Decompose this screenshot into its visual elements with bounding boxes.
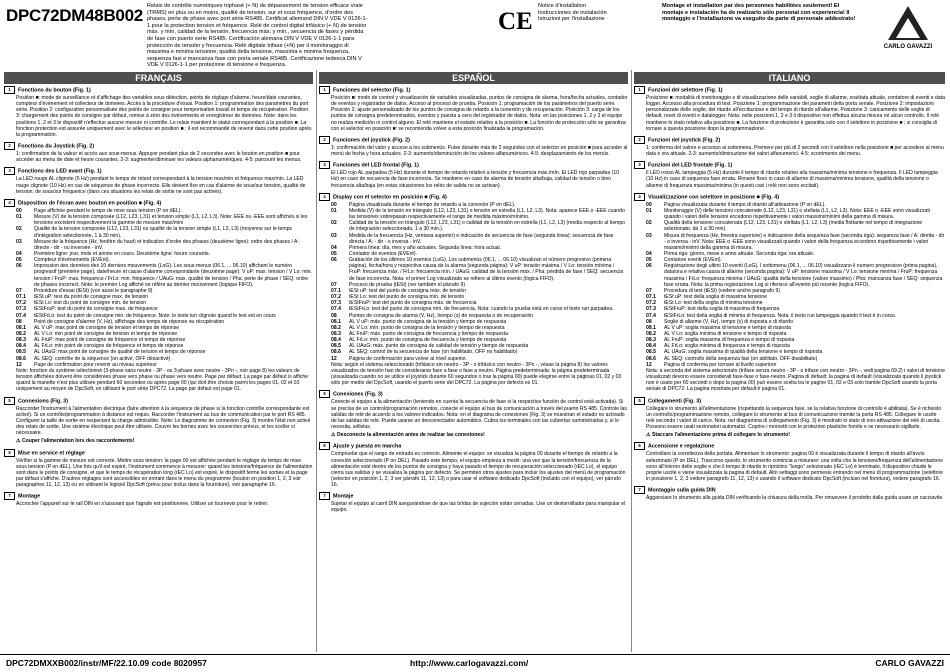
page-description: Compteur d'événements (EVEnt). [34, 257, 110, 264]
page-code: 07.3 [16, 306, 26, 313]
section-title: Fonctions des LED avant (Fig. 1) [18, 168, 102, 175]
display-page-row [646, 233, 945, 251]
page-description: AL SEQ: contrôle de la séquence (on activé, OFF désactivé) [34, 355, 171, 362]
page-description: Monitoraggio (V) delle tensioni concatenate (L12, L23, L31) o stellata (L1, L2, L3). Nota: EEE o -EEE sono visualizzati quando i valori delle tensioni eccedono rispettivamente i valori massimi/minimi della gamma di misura. [664, 207, 930, 221]
section-number: 5 [634, 397, 645, 405]
page-description: AL SEQ: control de la secuencia de fase (on habilitado, OFF no habilitado) [349, 349, 518, 356]
page-code: 07.2 [331, 294, 341, 301]
page-description: tEStFruP: test del punto de consigna máx. de frecuencia [349, 300, 477, 307]
section-number: 2 [634, 136, 645, 144]
section-text: Accrocher l'appareil sur le rail DIN en s'assurant que l'agrafe est positionnée. Utiliser un tournevis pour le retirer. [16, 501, 269, 508]
section-title: Fonctions du Joystick (Fig. 2) [18, 143, 95, 150]
section-7 [319, 492, 628, 513]
page-description: AL V Lo: mín. punto de consigna de la tensión y tiempo de respuesta [349, 324, 505, 331]
page-description: Procédure d'essai (tESt) (voir aussi le paragraphe 9) [34, 287, 153, 294]
page-code: 08.2 [331, 324, 341, 331]
section-heading [4, 397, 313, 405]
section-heading [319, 86, 628, 94]
document-header [0, 0, 950, 69]
section-title: Funciones del LED frontal (Fig. 1) [333, 162, 419, 169]
ce-mark: CE [498, 8, 533, 35]
page-description: tESt uP: test del punto de consigna máx. de tensión [349, 287, 466, 294]
section-title: Fonctions du bouton (Fig. 1) [18, 87, 91, 94]
section-number: 7 [319, 492, 330, 500]
page-description: AL UAuG: soglia massima di qualità della tensione e tempo di risposta [664, 349, 823, 356]
display-page-row [331, 356, 628, 362]
section-5 [634, 397, 945, 439]
section-heading [634, 136, 945, 144]
section-number: 1 [4, 86, 15, 94]
page-code: 12 [331, 355, 337, 362]
column-spanish [319, 86, 628, 652]
section-text: Conecte el equipo a la alimentación (teniendo en cuenta la secuencia de fase si la respectiva función de control está activada). Si se precisa de un control/programación remotos, conecte el equipo al bus de comunicación a través del puerto RS 485. Controle las salidas de relé de acuerdo a los valores indicados. Nota: en el diagrama de conexiones (Fig. 3) se muestran el estado no activado de las salidas de relé. Puede usarse un desconectador automático. Cubra los terminales con las cubiertas suministradas y, si lo necesita, séllelas. [331, 399, 627, 431]
display-page-row [646, 208, 945, 220]
section-text: Posición ■: modo de control y visualización de variables visualizadas, puntos de consigna de alarma, hora/fecha actuales, contador de eventos y registrador de datos. Acceso al proceso de prueba. Posición 1: programación de los parámetros del puerto serie. Posición 2: ajuste personalizado de los puntos de consigna de retardo a la conexión y de recuperación. Posición 3: carga de los puntos de consigna predeterminados, eventos y puesta a cero del registrador de datos. Nota: en las posiciones 1, 2 y 3 el equipo no realiza medición ni control alguno. El relé mantiene el estado relativo a la posición ■. La función de protección sólo se garantiza con el selector en posición ■: se recomienda volver a esta posición finalizada la programación. [331, 95, 628, 132]
page-description: Qualità della tensione concatenata (L12, L23, L31) o stellata (L1, L2, L3) (media flottante nel tempo di integrazione selezionato, da 1 a 30 min). [664, 220, 923, 233]
page-code: 03 [646, 232, 652, 239]
page-description: Registrazione degli ultimi 10 eventi (LoG). I sottomenu (06.1, ... 06.10) visualizzano il numero progressivo (prima pagina), data/ora e relativa causa di allarme (seconda pagina): V uP: tensione massima / V Lo: tensione minima / FruP: frequenza massima / FrLo: frequenza minima / UAuG: qualità della tensione (valore massimo) / Pha: mancanza fase / SEQ: sequenza fase errata. Nota: la prima registrazione Log si riferisce all'evento più recente (logica FIFO). [664, 263, 943, 288]
section-number: 4 [4, 199, 15, 207]
section-title: Conexiones (Fig. 3) [333, 391, 383, 398]
section-5 [4, 397, 313, 445]
section-number: 3 [634, 161, 645, 169]
page-code: 08 [646, 318, 652, 325]
section-6 [634, 442, 945, 482]
section-text: Controllare la correttezza della portata. Alimentare lo strumento: pagina 00 è visualizzata durante il tempo di ritardo all'avvio selezionato (P on DEL). Trascorso questo, lo strumento comincia a misurare: una volta che la tensione/frequenza dell'alimentazione sono all'interno delle soglie e che il tempo di ritardo in ripristino "lungo" selezionato (rEC Lo) è terminato, il dispositivo chiude le proprie uscite e viene visualizzata la pagina di default. Altri settaggi sono permessi entrando nel menu di programmazione (selettore in posizione 1, 2, 3 vedere paragrafo 11, 12, 13) o usando il software dedicato DpcSoft (incluso nel fornitura), vedere paragrafo 16. [646, 451, 944, 482]
section-title: Funciones del joystick (Fig. 2) [333, 137, 410, 144]
page-code: 03 [16, 238, 22, 245]
page-code: 07.4 [331, 306, 341, 313]
section-text: Agganciare lo strumento alla guida DIN verificando la chiusura della molla. Per rimuovere il prodotto dalla guida usare un cacciavite. [646, 495, 944, 502]
page-code: 00 [646, 201, 652, 208]
carlo-gavazzi-logo [880, 6, 936, 56]
page-description: Mesure (V) de la tension composée (L12, L23, L31) et tension simple (L1, L2, L3). Note: EEE ou -EEE sont affichés si les tensions excèdent respectivement la gamme de mesure maxi/mini [34, 214, 308, 227]
page-description: AL FruP: max point de consigne de fréquence et temps de réponse [34, 337, 186, 344]
page-description: Pagina di conferma per tornare al livello superiore [664, 361, 777, 368]
section-text: Raccorder l'instrument à l'alimentation électrique (faire attention à la séquence de phase si la fonction contrôle correspondante est activé). Si un contrôle/programmation à distance est requis, Raccorder l'instrument au bus de communication par le port RS 485. Configurer la taille de sortie en respectant la charge admissible. Note: Le diagramme de connexion (Fig. 3) montre l'état non activé des relais de sortie. Une sixième électrique peut être utilisée. Couvrir les bornes avec les couvercles prévus, et les sceller si nécessaire. [16, 405, 311, 437]
page-code: 08.4 [16, 343, 26, 350]
section-title: Collegamenti (Fig. 3) [648, 397, 702, 404]
section-2 [4, 142, 313, 163]
document-code: DPC72DMXXB002/instr/MF/22.10.09 code 8020957 [6, 658, 207, 668]
page-code: 08.4 [331, 337, 341, 344]
section-7 [634, 486, 945, 501]
warning-text: ⚠ Desconecte la alimentación antes de realizar las conexiones! [331, 432, 628, 438]
page-description: Page de confirmation pour revenir au niveau supérieur [34, 361, 157, 368]
page-code: 08 [331, 312, 337, 319]
section-4 [4, 199, 313, 393]
section-heading [4, 449, 313, 457]
page-description: Prima riga: giorno, mese e anno attuale. Seconda riga: ora attuale. [664, 250, 815, 257]
section-3 [4, 167, 313, 194]
display-page-row [16, 214, 313, 226]
section-text: La LED rouge AL clignote (5 Hz) pendant le temps de retard correspondant à la tension max/min et fréquence max/min. La LED rouge clignote (10 Hz) en cas de séquence de phase incorrecte. Elle devient fixe en cas d'alarme de sous/sur tension, qualité de tension, de sous/sur fréquence (dans ces situations les relais de sortie ne sont pas activés). [16, 176, 306, 195]
page-code: 08.5 [331, 343, 341, 350]
display-page-row [646, 263, 945, 288]
page-code: 04 [646, 250, 652, 257]
page-code: 02 [331, 220, 337, 227]
column-divider [631, 70, 632, 652]
column-divider [316, 70, 317, 652]
page-code: 06 [16, 263, 22, 270]
page-description: Point de consigne d'alarme (V, Hz), affichage des temps de réponse ou récupération [34, 318, 225, 325]
page-code: 08.6 [331, 349, 341, 356]
language-bands [0, 72, 950, 84]
page-description: Página visualizada durante el tiempo de retardo a la conexión (P on dEL). [349, 201, 516, 208]
page-code: 07.2 [646, 300, 656, 307]
language-band-it: ITALIANO [634, 72, 945, 84]
section-2 [634, 136, 945, 157]
column-french [4, 86, 313, 652]
page-description: tEStFruP: test della soglia di massima di frequenza [664, 306, 780, 313]
section-number: 3 [4, 167, 15, 175]
section-heading [4, 142, 313, 150]
page-code: 07.3 [646, 306, 656, 313]
section-number: 5 [319, 390, 330, 398]
display-page-row [16, 263, 313, 288]
section-heading [319, 136, 628, 144]
page-description: Page affichée pendant le temps de mise sous tension (P on dEL). [34, 207, 182, 214]
section-text: El LED rojo AL parpadea (5 Hz) durante el tiempo de retardo relativo a tensión y frecuencia máx./mín. El LED rojo parpadea (10 Hz) en caso de secuencia de fase incorrecta. Se mantiene en caso de alarma de tensión alta/baja, calidad de tensión o bien frecuencia alta/baja (en estas situaciones los relés de salida no se activan). [331, 170, 620, 189]
page-description: tEStFruP: test du point de consigne max. de fréquence [34, 306, 158, 313]
section-4 [634, 193, 945, 393]
page-code: 07.1 [646, 294, 656, 301]
section-text: 1: conferma del valore e accesso ai sottomenu. Premere per più di 2 secondi con il selettore nella posizione ■ per accedere al menu data e ora attuale. 2-3: aumento/diminuzione dei valori alfanumerici. 4-5: scorrimento dei menu. [646, 144, 944, 158]
page-description: Medida (V) de la tensión en triángulo (L12, L23, L31) o tensión en estrella (L1, L2, L3). Nota: aparece EEE o -EEE cuando las tensiones sobrepasan respectivamente el rango de medida máximo/mínimo. [349, 207, 625, 221]
page-description: tEStFrLo: test della soglia di minima di frequenza. Nota: il testo run lampeggia quando il test è in corso. [664, 312, 897, 319]
section-heading [634, 86, 945, 94]
page-code: 05 [331, 250, 337, 257]
section-number: 5 [4, 397, 15, 405]
language-band-es: ESPAÑOL [319, 72, 628, 84]
section-number: 1 [634, 86, 645, 94]
product-description: Relais de contrôle numériques triphasé (+ N) de dépassement de tension efficace vraie (TRMS) en plus ou en moins, qualité de tension, sur et sous fréquence, d'ordre des phases, perte de phase avec port série RS485. Certificat allemand DIN V VDE V 0126-1-1 pour la protection tension et fréquence. Relé de control digital trifásico (+ N) de tensión máx. y mín, calidad de la tensión, frecuencia máx. y mín., secuencia de fases y pérdida de fase con puerto serie RS485. Certificación alemana DIN V VDE V 0126-1-1 para protección de tensión y frecuencia. Relè digitale trifase (+N) per il monitoraggio di massima e minima tensione, qualità della tensione, massima e minima frequenza, sequenza fasi e mancanza fase con porta seriale RS485. Certificazione tedesca DIN V VDE V 0126-1-1 per protezione di tensione e frequenza. [147, 3, 368, 69]
page-description: Qualité de la tension composée (L12, L23, L31) ou qualité de la tension simple (L1, L2, L3) (moyenne sur le temps d'intégration sélectionnée, 1 à 30 min). [34, 226, 292, 239]
section-number: 4 [634, 193, 645, 201]
page-description: tESt Lo: test della soglia di minima tensione [664, 300, 763, 307]
display-page-row [646, 220, 945, 232]
display-page-row [331, 208, 628, 220]
page-description: tESt Lo: test del punto de consigna mín. de tensión [349, 294, 465, 301]
section-number: 2 [319, 136, 330, 144]
page-description: AL V Lo: soglia minima di tensione e tempo di risposta [664, 331, 787, 337]
section-heading [4, 167, 313, 175]
section-title: Disposition de l'écran avec bouton en position ■ (Fig. 4) [18, 200, 162, 207]
section-heading [4, 86, 313, 94]
page-description: tEStFrLo: test del punto de consigna mín. de frecuencia. Nota: cuando la prueba está en curso el texto run parpadea. [349, 306, 614, 313]
page-code: 05 [646, 257, 652, 264]
page-code: 07.1 [331, 287, 341, 294]
logo-text: CARLO GAVAZZI [883, 44, 933, 50]
page-description: Contatore eventi (EVEnt). [664, 257, 723, 264]
section-title: Montage [18, 493, 41, 500]
section-title: Ajuste y puesta en marcha [333, 443, 402, 450]
page-code: 08.6 [16, 355, 26, 362]
section-7 [4, 492, 313, 507]
section-text: Posizione ■: modalità di monitoraggio e di visualizzazione delle variabili, soglie di allarme, ora/data attuale, contatore di eventi e data logger. Accesso alla procedura di test. Posizione 1: programmazione dei parametri della porta seriale. Posizione 2: impostazioni personalizzate delle soglie, del ritardo all'eccitazione e del tempo di ritardo all'allarme. Posizione 3: caricamento delle soglie di default, reset di eventi e datalogger. Nota: nelle posizioni 1, 2 e 3 il dispositivo non effettua alcuna misura né alcun controllo. Il relè mantiene lo stato relativo alla posizione ■. La funzione di protezione è garantita solo con il selettore in posizione ■ ; si consiglia di tornare a questa posizione dopo la programmazione. [646, 95, 945, 132]
section-1 [319, 86, 628, 132]
page-code: 07.4 [646, 312, 656, 319]
section-note: Nota: a seconda del sistema selezionato (trifase senza neutro - 3P - o trifase con neutro - 3Pn -, vedi pagina 09.2) i valori di tensione visualizzati devono essere considerati fase-fase o fase-neutro. Pagina di default: la pagina di default (visualizzata quando il joystick non è usato per 60 secondi o dopo la pagina 00) può essere scelta tra le pagine 01, 02 e 03 solo tramite DpcSoft usando la porta seriale di DPC72. La pagina mostrata per default è pagina 01. [646, 367, 945, 393]
section-title: Montaje [333, 493, 354, 500]
page-code: 08.4 [646, 343, 656, 350]
manual-titles: Notice d'installation Instrucciones de instalación Istruzioni per l'installazione [538, 3, 607, 23]
section-heading [634, 397, 945, 405]
section-number: 7 [4, 492, 15, 500]
page-description: Procedura di test (tESt) (vedere anche paragrafo 9) [664, 287, 781, 294]
page-description: AL FruP: soglia massima di frequenza e tempo di risposta [664, 337, 795, 344]
page-code: 02 [16, 226, 22, 233]
page-code: 07 [331, 281, 337, 288]
page-code: 08.3 [16, 337, 26, 344]
section-heading [319, 442, 628, 450]
installation-warning: Montage et installation par des personnes habilitées seulement! El montaje e instalación ha de realizarlo sólo personal con experiencia! Il montaggio e l'installazione va eseguito da parte di personale addestrato! [662, 3, 856, 23]
section-title: Mise en service et réglage [18, 449, 85, 456]
page-code: 07.2 [16, 300, 26, 307]
section-heading [634, 442, 945, 450]
section-heading [319, 492, 628, 500]
page-code: 08 [16, 318, 22, 325]
website-url: http://www.carlogavazzi.com/ [410, 658, 529, 668]
section-text: Collegare lo strumento all'alimentazione (rispettando la sequenza fase, se la relativa funzione di controllo è abilitata). Se è richiesto un controllo/programmazione remoto, collegare lo strumento al bus di comunicazione tramite la porta RS 485. Collegare le uscite relè secondo i valori di carico. Nota: nel diagramma di collegamento (Fig. 3) è mostrato lo stato di non-attivazione dei relè di uscita. Possono essere usati sezionatori automatici. Coprire i morsetti con le protezioni plastiche fornite e se necessario sigillarle. [646, 405, 942, 431]
section-title: Montaggio sulla guida DIN [648, 487, 716, 494]
page-code: 08.5 [646, 349, 656, 356]
warning-text: ⚠ Couper l'alimentation lors des raccordements! [16, 438, 313, 444]
page-description: AL FrLo: mín. punto de consigna de frecuencia y tiempo de respuesta [349, 337, 507, 344]
page-description: AL FruP: máx. punto de consigna de frecuencia y tiempo de respuesta [349, 331, 508, 337]
display-page-row [331, 257, 628, 282]
page-description: Calidad de la tensión en triángulo (L12, L23, L31) o calidad de la tensión en estrella (L1, L2, L3) (media respecto al tiempo de integración seleccionado, 1 a 30 min.). [349, 220, 626, 233]
page-code: 08.2 [16, 331, 26, 337]
page-description: AL FrLo: soglia minima di frequenza e tempo di risposta [664, 343, 790, 350]
page-code: 03 [331, 232, 337, 239]
section-1 [634, 86, 945, 132]
page-code: 08.5 [16, 349, 26, 356]
model-code: DPC72DM48B002 [6, 6, 143, 25]
page-description: Primera línea: día, mes y año actuales. Segunda línea: hora actual. [349, 244, 502, 251]
section-heading [319, 193, 628, 201]
section-1 [4, 86, 313, 138]
section-text: 1: confirmación del valor y acceso a los submenús. Pulse durante más de 2 segundos con el selector en posición ■ para acceder al menú de fecha y hora actuales. 2-3: aumento/disminución de los valores alfanuméricos. 4-5: desplazamiento de los menús. [331, 144, 628, 158]
page-code: 08.1 [331, 318, 341, 325]
page-description: Mesure de la fréquence (Hz, fenêtre du haut) et indication d'ordre des phases (deuxième ligne): ordre des phases / A: directe - dir - ou inversée - inV. [34, 238, 299, 251]
section-text: Compruebe que el rango de entrada es correcto. Alimente el equipo: se visualiza la página 00 durante el tiempo de retardo a la conexión seleccionado (P on DEL). Pasado este tiempo, el equipo empieza a medir: una vez que la tensión/frecuencia de la alimentación esté dentro de los puntos de consigna y haya pasado el tiempo de recuperación seleccionado (rEC Lo), el equipo cierra sus salidas y se visualiza la página por defecto. Se permiten otros ajustes para incluir los ajustes del menú de programación (selector en posición 1, 2, 3 ver párrafo 11, 12, 13) o para usar el software dedicado DpcSoft (incluido con el equipo), ver párrafo 16. [331, 451, 626, 489]
page-code: 07 [646, 287, 652, 294]
section-heading [4, 492, 313, 500]
page-code: 12 [646, 361, 652, 368]
page-code: 08.1 [646, 324, 656, 331]
page-description: AL V Lo: min point de consigne de tension et temps de réponse [34, 331, 178, 337]
page-code: 00 [331, 201, 337, 208]
section-title: Visualizzazione con selettore in posizione ■ (Fig. 4) [648, 194, 780, 201]
page-code: 07.3 [331, 300, 341, 307]
page-code: 02 [646, 220, 652, 227]
display-page-row [16, 239, 313, 251]
section-heading [634, 161, 945, 169]
section-note: Nota: según el sistema seleccionado (trifásico sin neutro - 3P - o trifásico con neutro - 3Pn -, véase la página 8) los valores visualizados de tensión han de considerarse fase a fase o fase a neutro. Página predeterminada: la página predeterminada (visualizada cuando no se utilice el joystick durante 60 segundos o tras la página 00) puede elegirse entre la páginas 01, 02 y 03 sólo por medio del DpcSoft, usando el puerto serie del DPC72. La página por defecto es 01. [331, 361, 622, 387]
page-description: Misura di frequenza (Hz, finestra superiore) e indicazione della sequenza fase (seconda riga): sequenza fase / A: diretta - dir - o inversa - inV. Nota: EEE o -EEE sono visualizzati quando i valori della frequenza eccedono rispettivamente i valori massimi/minimi della gamma di misura. [664, 232, 945, 251]
section-2 [319, 136, 628, 157]
page-code: 08.1 [16, 324, 26, 331]
brand-name: CARLO GAVAZZI [875, 658, 944, 668]
section-text: Position ■: mode de surveillance et d'affichage des variables sous détection, points de réglage d'alarme, heure/date courantes, compteur d'événement et collecteur de données. Accès à la procédure d'essai. Position 1: programmation des paramètres du port série. Position 2: configuration personnalisée des points de consigne pour temporisation travail et temps de récupération. Position 3: chargement des points de consigne par défaut, remise à zéro des événements et enregistreur de données. Note: dans les positions 1, 2 et 3 le dispositif n'effectue aucune mesure ni contrôle. Le relais maintient le statut correspondant à la position ■. La fonction protection est assurée uniquement avec le sélecteur en position ■ ; il est recommandé de revenir dans cette position après la programmation. [16, 95, 312, 138]
page-description: Grabación de los últimos 10 eventos (LoG). Los submenús (06.1, ... 06.10) visualizan el número progresivo (primera página), fecha/hora y respectiva causa de la alarma (segunda página): V uP: tensión máxima / V Lo: tensión mínima / FruP: frecuencia máx. / FrLo: frecuencia mín. / UAuG: calidad de la tensión máx. / Pha: pérdida de fase / SEQ: secuencia de fase incorrecta. Nota: el primer Log visualizado se refiere al último evento (lógica FIFO). [349, 257, 624, 282]
section-number: 1 [319, 86, 330, 94]
page-code: 12 [16, 361, 22, 368]
page-description: Página de confirmación para volver al nivel superior. [349, 355, 468, 362]
page-code: 07.4 [16, 312, 26, 319]
section-number: 2 [4, 142, 15, 150]
section-heading [634, 193, 945, 201]
section-title: Funciones del selector (Fig. 1) [333, 87, 411, 94]
page-code: 08.3 [331, 331, 341, 337]
section-text: Il LED rosso AL lampeggia (5 Hz) durante il tempo di ritardo relativo alla massima/minima tensione e frequenza. Il LED lampeggia (10 Hz) in caso di sequenza fase errata. Rimane fisso in caso di allarme di massima/minima tensione, qualità della tensione o allarme di frequenza massima/minima (in questi casi i relè non sono eccitati). [646, 170, 938, 189]
page-description: Soglie di allarme (V, Hz), tempo (s) di risposta e di ritardo [664, 318, 793, 325]
page-description: AL UAuG: máx. punto de consigna de calidad de tensión y tiempo de respuesta [349, 343, 529, 350]
section-number: 6 [319, 442, 330, 450]
section-number: 7 [634, 486, 645, 494]
section-3 [319, 161, 628, 188]
section-title: Funzioni del joystick (Fig. 2) [648, 137, 721, 144]
page-description: Pagina visualizzata durante il tempo di ritardo all'attivazione (P on dEL). [664, 201, 826, 208]
document-footer [0, 654, 950, 671]
logo-inner-triangle [896, 18, 920, 38]
page-code: 08.2 [646, 331, 656, 337]
page-code: 05 [16, 257, 22, 264]
section-title: Funzioni del selettore (Fig. 1) [648, 87, 723, 94]
page-description: Puntos de consigna de alarma (V, Hz), tiempo (s) de respuesta o de recuperación [349, 312, 534, 319]
page-description: AL SEQ: controllo della sequenza fasi (on abilitato, OFF disabilitato) [664, 355, 818, 362]
page-code: 00 [16, 207, 22, 214]
page-code: 07 [16, 287, 22, 294]
section-title: Accensione e regolazione [648, 443, 715, 450]
section-heading [4, 199, 313, 207]
page-description: tESt Lo: test du point de consigne min. de tension [34, 300, 147, 307]
section-note: Note: fonction du système sélectionné (3-phase sans neutre - 3P - ou 3-phase avec neutre - 3Pn -, voir page 8) les valeurs de tension affichées doivent être considérées phase vers phase ou phase vers neutre. Page par défaut: La page par défaut is affiche quand la manette n'est plus utilisée pendant 60 secondes ou après page 00 (qui doit être choisie parmi les pages 01, 02 et 03 uniquement au moyen de DpcSoft, en utilisant le port série DPC72. La page par défaut est page 01. [16, 367, 309, 393]
page-code: 01 [331, 207, 337, 214]
page-description: Proceso de prueba (tESt) (ver también el párrafo 9) [349, 281, 466, 288]
section-title: Display con el selector en posición ■ (Fig. 4) [333, 194, 447, 201]
page-description: Contador de eventos (EVEnt). [349, 250, 417, 257]
page-description: Première ligne: jour, mois et année en cours. Deuxième ligne: heure courante. [34, 250, 211, 257]
page-code: 01 [16, 214, 22, 221]
section-6 [4, 449, 313, 489]
page-code: 06 [646, 263, 652, 270]
section-4 [319, 193, 628, 387]
section-text: Sujetar el equipo al carril DIN asegurándose de que las bridas de sujeción están cerradas. Use un destornillador para manipular el equipo. [331, 501, 626, 514]
section-number: 4 [319, 193, 330, 201]
page-description: AL UAuG: max point de consigne de qualité de tension et temps de réponse [34, 349, 206, 356]
page-description: AL V uP: max point de consigne de tension et temps de réponse [34, 324, 180, 331]
section-3 [634, 161, 945, 188]
page-description: AL V uP: soglia massima di tensione e tempo di risposta [664, 324, 791, 331]
section-text: Vérifier si la gamme de mesure est correcte. Mettre sous tension: la page 00 est affichée pendant le réglage du temps de mise sous tension (P on dEL). Une fois qu'il est expiré, l'instrument commence à mesurer: quand les tensions/fréquence de l'alimentation sont dans le points de consigne, et que le temps de récupération long (rEC Lo) est expiré, le dispositif ferme les sorties et la page par défaut s'affiche. D'autres réglages sont accessibles en entrant dans le menu du programme (bouton en position 1, 2, 3 voir paragraphes 11, 12, 13) ou en utilisant le logiciel DpcSoft (prévu pour inclus dans la fourniture), voir paragraphe 16. [16, 457, 313, 489]
page-code: 04 [331, 244, 337, 251]
column-italian [634, 86, 945, 652]
page-code: 01 [646, 207, 652, 214]
page-code: 08.6 [646, 355, 656, 362]
section-title: Connexions (Fig. 3) [18, 397, 69, 404]
warning-text: ⚠ Staccare l'alimentazione prima di collegare lo strumento! [646, 432, 945, 438]
section-title: Funzioni del LED frontale (Fig. 1) [648, 162, 733, 169]
section-number: 6 [4, 449, 15, 457]
page-code: 04 [16, 250, 22, 257]
language-band-fr: FRANÇAIS [4, 72, 313, 84]
page-code: 08.3 [646, 337, 656, 344]
section-number: 6 [634, 442, 645, 450]
page-description: tEStFrLo: test du point de consigne min. de fréquence. Note: le texte tun clignote quand le test est en cours [34, 312, 276, 319]
page-description: Impression des données des 10 derniers mouvements (LoG). Les sous-menus (06.1, ... 06.10) affichent le numéro progressif (première page), date/heure et cause d'alarme correspondante (deuxième page): V uP: max. tension / V Lo: min. tension / FruP: max. fréquence / FrLo: min. fréquence / UAuG: max. qualité de tension / Pha: perte de phase / SEQ: ordre de phases incorrect. Note: le premier Log affiché se réfère au dernier mouvement (logique FIFO). [34, 263, 312, 288]
section-6 [319, 442, 628, 488]
section-text: 1: confirmation de la valeur et accès aux sous-menus. Appuyer pendant plus de 2 secondes avec le bouton en position ■ pour accéder au menu de date et heure courantes. 2-3: augmenter/diminuer les valeurs alphanumériques. 4-5: parcourir les menus. [16, 151, 302, 164]
page-description: AL V uP: máx. punto de consigna de la tensión y tiempo de respuesta [349, 318, 507, 325]
page-description: tESt uP: test della soglia di massima tensione [664, 294, 768, 301]
page-code: 07.1 [16, 294, 26, 301]
display-page-row [331, 220, 628, 232]
section-heading [319, 390, 628, 398]
display-page-row [16, 226, 313, 238]
section-heading [319, 161, 628, 169]
section-heading [634, 486, 945, 494]
page-code: 06 [331, 257, 337, 264]
display-page-row [331, 233, 628, 245]
page-description: tESt uP: test du point de consigne max. de tension [34, 294, 149, 301]
section-5 [319, 390, 628, 438]
section-number: 3 [319, 161, 330, 169]
page-description: Medida de la frecuencia (Hz, ventana superior) e indicación de secuencia de fase (segunda línea): secuencia de fase directa / A: - dir - o inversa - inV. [349, 232, 614, 245]
page-description: AL FrLo: min point de consigne de fréquence et temps de réponse [34, 343, 184, 350]
